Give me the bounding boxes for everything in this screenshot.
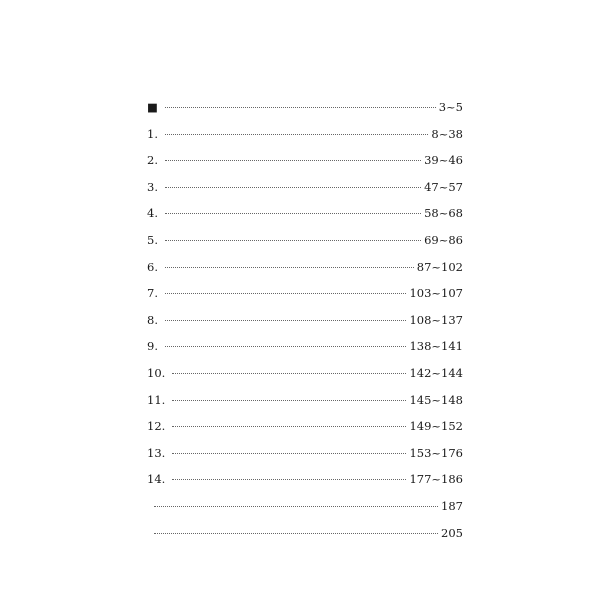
toc-leader-dots <box>165 266 414 268</box>
toc-list <box>147 100 463 552</box>
toc-entry-number: 10. <box>147 365 166 380</box>
toc-entry-number: ■ <box>147 100 158 114</box>
toc-leader-dots <box>172 399 406 401</box>
toc-leader-dots <box>172 478 406 480</box>
toc-entry-pages: 3~5 <box>438 100 463 114</box>
toc-leader-dots <box>165 319 406 321</box>
toc-leader-dots <box>165 345 406 347</box>
toc-leader-dots <box>165 133 428 135</box>
toc-entry-pages: 187 <box>441 498 463 513</box>
toc-entry-number: 11. <box>147 392 166 407</box>
toc-entry <box>147 153 463 180</box>
toc-entry <box>147 180 463 207</box>
toc-entry-number: 3. <box>147 179 158 194</box>
toc-entry-pages: 177~186 <box>409 472 463 487</box>
toc-entry-number: 8. <box>147 312 158 327</box>
toc-entry <box>147 446 463 473</box>
toc-entry-pages: 153~176 <box>409 445 463 460</box>
toc-entry-pages: 47~57 <box>424 179 463 194</box>
toc-entry <box>147 339 463 366</box>
toc-entry-number: 5. <box>147 232 158 247</box>
toc-entry-pages: 138~141 <box>409 339 463 354</box>
toc-leader-dots <box>165 292 406 294</box>
toc-entry <box>147 419 463 446</box>
toc-leader-dots <box>154 532 438 534</box>
toc-entry-pages: 145~148 <box>409 392 463 407</box>
toc-entry-number: 12. <box>147 419 166 434</box>
toc-entry-number: 6. <box>147 259 158 274</box>
toc-entry <box>147 499 463 526</box>
toc-leader-dots <box>165 212 421 214</box>
toc-entry <box>147 100 463 127</box>
toc-entry-pages: 8~38 <box>431 126 463 141</box>
toc-entry-pages: 58~68 <box>424 206 463 221</box>
toc-entry-pages: 108~137 <box>409 312 463 327</box>
toc-entry <box>147 260 463 287</box>
toc-entry-pages: 103~107 <box>409 286 463 301</box>
toc-entry-number: 7. <box>147 286 158 301</box>
toc-entry-number: 9. <box>147 339 158 354</box>
page-title <box>0 26 600 56</box>
toc-leader-dots <box>172 425 406 427</box>
toc-entry <box>147 393 463 420</box>
toc-entry-pages: 142~144 <box>409 365 463 380</box>
toc-entry <box>147 286 463 313</box>
toc-entry-number: 1. <box>147 126 158 141</box>
toc-entry <box>147 127 463 154</box>
toc-leader-dots <box>165 106 436 108</box>
toc-leader-dots <box>154 505 438 507</box>
toc-entry-pages: 39~46 <box>424 153 463 168</box>
toc-leader-dots <box>172 372 406 374</box>
toc-entry-pages: 69~86 <box>424 232 463 247</box>
toc-entry-number: 13. <box>147 445 166 460</box>
toc-entry <box>147 313 463 340</box>
toc-entry-number: 4. <box>147 206 158 221</box>
toc-leader-dots <box>172 452 406 454</box>
toc-leader-dots <box>165 239 421 241</box>
toc-entry-pages: 87~102 <box>416 259 463 274</box>
toc-leader-dots <box>165 159 421 161</box>
toc-entry-number: 14. <box>147 472 166 487</box>
toc-leader-dots <box>165 186 421 188</box>
toc-entry <box>147 366 463 393</box>
toc-entry-number: 2. <box>147 153 158 168</box>
toc-entry <box>147 472 463 499</box>
toc-entry <box>147 206 463 233</box>
toc-entry <box>147 526 463 553</box>
toc-entry-pages: 149~152 <box>409 419 463 434</box>
toc-entry <box>147 233 463 260</box>
toc-entry-pages: 205 <box>441 525 463 540</box>
